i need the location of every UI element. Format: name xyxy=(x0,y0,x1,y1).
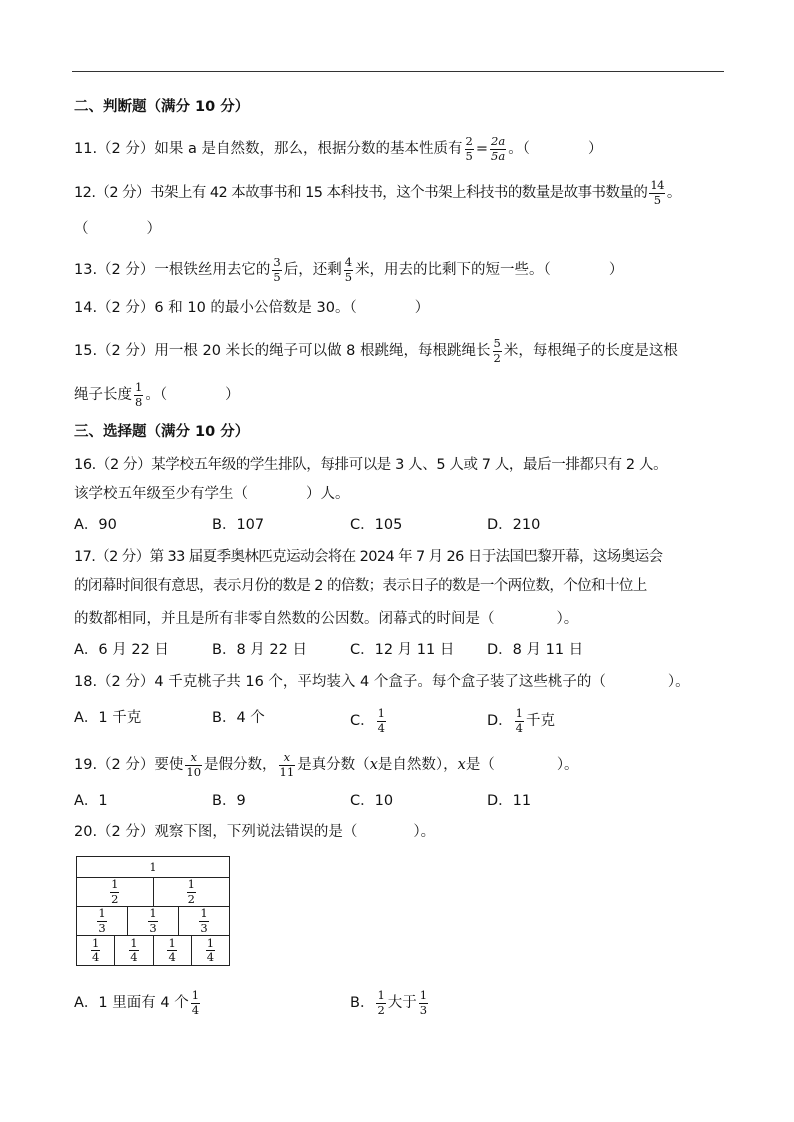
question-13 xyxy=(74,257,623,283)
diagram-cell-half: $\frac{1}{2}$ xyxy=(77,878,154,906)
question-text: 米，用去的比剩下的短一些。（ xyxy=(355,262,551,278)
fraction-bar-diagram xyxy=(76,856,230,966)
question-text: 4 千克桃子共 16 个，平均装入 4 个盒子。每个盒子装了这些桃子的（ xyxy=(154,674,606,690)
question-number: 16.（2 分） xyxy=(74,457,152,473)
question-19 xyxy=(74,752,579,778)
fraction: $\frac{1}{8}$ xyxy=(135,380,143,409)
question-17 xyxy=(74,547,662,567)
option-b[interactable]: B．8 月 22 日 xyxy=(212,642,307,658)
question-text: 是真分数（ xyxy=(297,757,370,773)
fraction: $\frac{1}{4}$ xyxy=(377,706,385,735)
question-17-line-3 xyxy=(74,609,578,629)
question-text: 如果 a 是自然数，那么，根据分数的基本性质有 xyxy=(154,141,463,157)
option-d[interactable]: D．11 xyxy=(487,793,532,809)
question-text: ）。 xyxy=(413,824,436,840)
fraction: $\frac{x}{10}$ xyxy=(186,750,202,779)
diagram-row-halves xyxy=(76,877,230,907)
question-text: 。（ xyxy=(508,141,530,157)
question-text: ） xyxy=(608,262,624,278)
question-text: 一根铁丝用去它的 xyxy=(154,262,271,278)
fraction: $\frac{1}{3}$ xyxy=(419,988,428,1017)
option-c[interactable]: C． $\frac{1}{4}$ xyxy=(350,706,385,735)
question-text: ） xyxy=(414,300,430,316)
question-text: （ xyxy=(74,221,89,237)
question-number: 19.（2 分） xyxy=(74,757,155,773)
question-text: 某学校五年级的学生排队，每排可以是 3 人、5 人或 7 人，最后一排都只有 2 人。 xyxy=(151,457,668,473)
diagram-cell-half: $\frac{1}{2}$ xyxy=(187,877,195,906)
diagram-cell-quarter: $\frac{1}{4}$ xyxy=(77,936,115,965)
option-a[interactable]: A．1 xyxy=(74,793,108,809)
option-d[interactable]: D．210 xyxy=(487,517,541,533)
question-20 xyxy=(74,822,435,842)
diagram-cell-third: $\frac{1}{3}$ xyxy=(77,907,128,935)
question-text: 用一根 20 米长的绳子可以做 8 根跳绳，每根跳绳长 xyxy=(154,343,491,359)
section-2-title: 二、判断题（满分 10 分） xyxy=(74,99,250,115)
question-14 xyxy=(74,298,429,318)
fraction: $\frac{5}{2}$ xyxy=(493,336,501,365)
option-c[interactable]: C．105 xyxy=(350,517,403,533)
variable: x xyxy=(457,757,466,773)
option-b[interactable]: B．9 xyxy=(212,793,246,809)
question-12-answer-line xyxy=(74,219,161,239)
question-number: 12.（2 分） xyxy=(74,185,150,201)
option-b[interactable]: B．4 个 xyxy=(212,710,265,726)
question-text: ） xyxy=(225,387,240,403)
question-text: 。 xyxy=(666,185,681,201)
equals-sign: = xyxy=(475,141,488,157)
question-number: 13.（2 分） xyxy=(74,262,155,278)
question-text: ） xyxy=(587,141,603,157)
question-12 xyxy=(74,180,681,206)
question-number: 20.（2 分） xyxy=(74,824,155,840)
diagram-row-quarters xyxy=(76,935,230,966)
option-d[interactable]: D． $\frac{1}{4}$ 千克 xyxy=(487,706,555,735)
question-number: 18.（2 分） xyxy=(74,674,155,690)
question-text: 是假分数， xyxy=(204,757,277,773)
section-3-title: 三、选择题（满分 10 分） xyxy=(74,424,250,440)
question-text: 的数都相同，并且是所有非零自然数的公因数。闭幕式的时间是（ xyxy=(74,611,495,627)
fraction: $\frac{2a}{5a}$ xyxy=(491,134,506,163)
fraction: $\frac{14}{5}$ xyxy=(650,178,664,207)
option-a[interactable]: A．6 月 22 日 xyxy=(74,642,169,658)
question-text: ）。 xyxy=(556,611,579,627)
fraction: $\frac{1}{4}$ xyxy=(191,988,200,1017)
question-text: 观察下图，下列说法错误的是（ xyxy=(154,824,358,840)
option-a[interactable]: A．1 千克 xyxy=(74,710,142,726)
option-d[interactable]: D．8 月 11 日 xyxy=(487,642,584,658)
diagram-cell-quarter: $\frac{1}{4}$ xyxy=(115,936,153,965)
question-text: 绳子长度 xyxy=(74,387,132,403)
question-text: 是自然数）， xyxy=(377,757,458,773)
diagram-cell-whole: 1 xyxy=(149,860,157,874)
diagram-cell-quarter: $\frac{1}{4}$ xyxy=(154,936,192,965)
option-b[interactable]: B． $\frac{1}{2}$ 大于 $\frac{1}{3}$ xyxy=(350,988,428,1017)
question-text: 第 33 届夏季奥林匹克运动会将在 2024 年 7 月 26 日于法国巴黎开幕，这场奥运会 xyxy=(149,549,663,565)
option-b[interactable]: B．107 xyxy=(212,517,265,533)
fraction: $\frac{2}{5}$ xyxy=(465,134,473,163)
option-c[interactable]: C．12 月 11 日 xyxy=(350,642,455,658)
question-text: 是（ xyxy=(465,757,495,773)
question-text: 。（ xyxy=(145,387,168,403)
diagram-row-whole xyxy=(76,856,230,878)
option-a[interactable]: A．1 里面有 4 个 $\frac{1}{4}$ xyxy=(74,988,200,1017)
question-number: 14.（2 分） xyxy=(74,300,155,316)
question-number: 11.（2 分） xyxy=(74,141,155,157)
question-text: 6 和 10 的最小公倍数是 30。（ xyxy=(154,300,357,316)
header-rule xyxy=(72,71,724,72)
question-number: 15.（2 分） xyxy=(74,343,155,359)
fraction: $\frac{1}{2}$ xyxy=(377,988,385,1017)
fraction: $\frac{x}{11}$ xyxy=(279,750,295,779)
question-text: ） xyxy=(146,221,161,237)
question-17-line-2: 的闭幕时间很有意思，表示月份的数是 2 的倍数；表示日子的数是一个两位数，个位和十位上 xyxy=(74,578,647,594)
fraction: $\frac{1}{4}$ xyxy=(515,706,523,735)
question-text: ）。 xyxy=(667,674,690,690)
diagram-row-thirds xyxy=(76,906,230,936)
diagram-cell-third: $\frac{1}{3}$ xyxy=(128,907,179,935)
question-16 xyxy=(74,455,667,475)
question-text: ）。 xyxy=(556,757,579,773)
question-15 xyxy=(74,338,678,364)
fraction: $\frac{3}{5}$ xyxy=(273,255,281,284)
question-text: ）人。 xyxy=(306,486,350,502)
question-18 xyxy=(74,672,690,692)
question-text: 米，每根绳子的长度是这根 xyxy=(503,343,678,359)
question-number: 17.（2 分） xyxy=(74,549,150,565)
option-a[interactable]: A．90 xyxy=(74,517,117,533)
question-text: 要使 xyxy=(154,757,184,773)
question-15-line-2 xyxy=(74,382,240,408)
question-11 xyxy=(74,136,602,162)
diagram-cell-third: $\frac{1}{3}$ xyxy=(200,906,208,935)
question-text: 该学校五年级至少有学生（ xyxy=(74,486,248,502)
option-c[interactable]: C．10 xyxy=(350,793,394,809)
variable: x xyxy=(369,757,378,773)
question-text: 书架上有 42 本故事书和 15 本科技书，这个书架上科技书的数量是故事书数量的 xyxy=(150,185,648,201)
question-text: 后，还剩 xyxy=(283,262,342,278)
diagram-cell-quarter: $\frac{1}{4}$ xyxy=(206,935,215,964)
question-16-line-2 xyxy=(74,484,350,504)
fraction: $\frac{4}{5}$ xyxy=(344,255,353,284)
